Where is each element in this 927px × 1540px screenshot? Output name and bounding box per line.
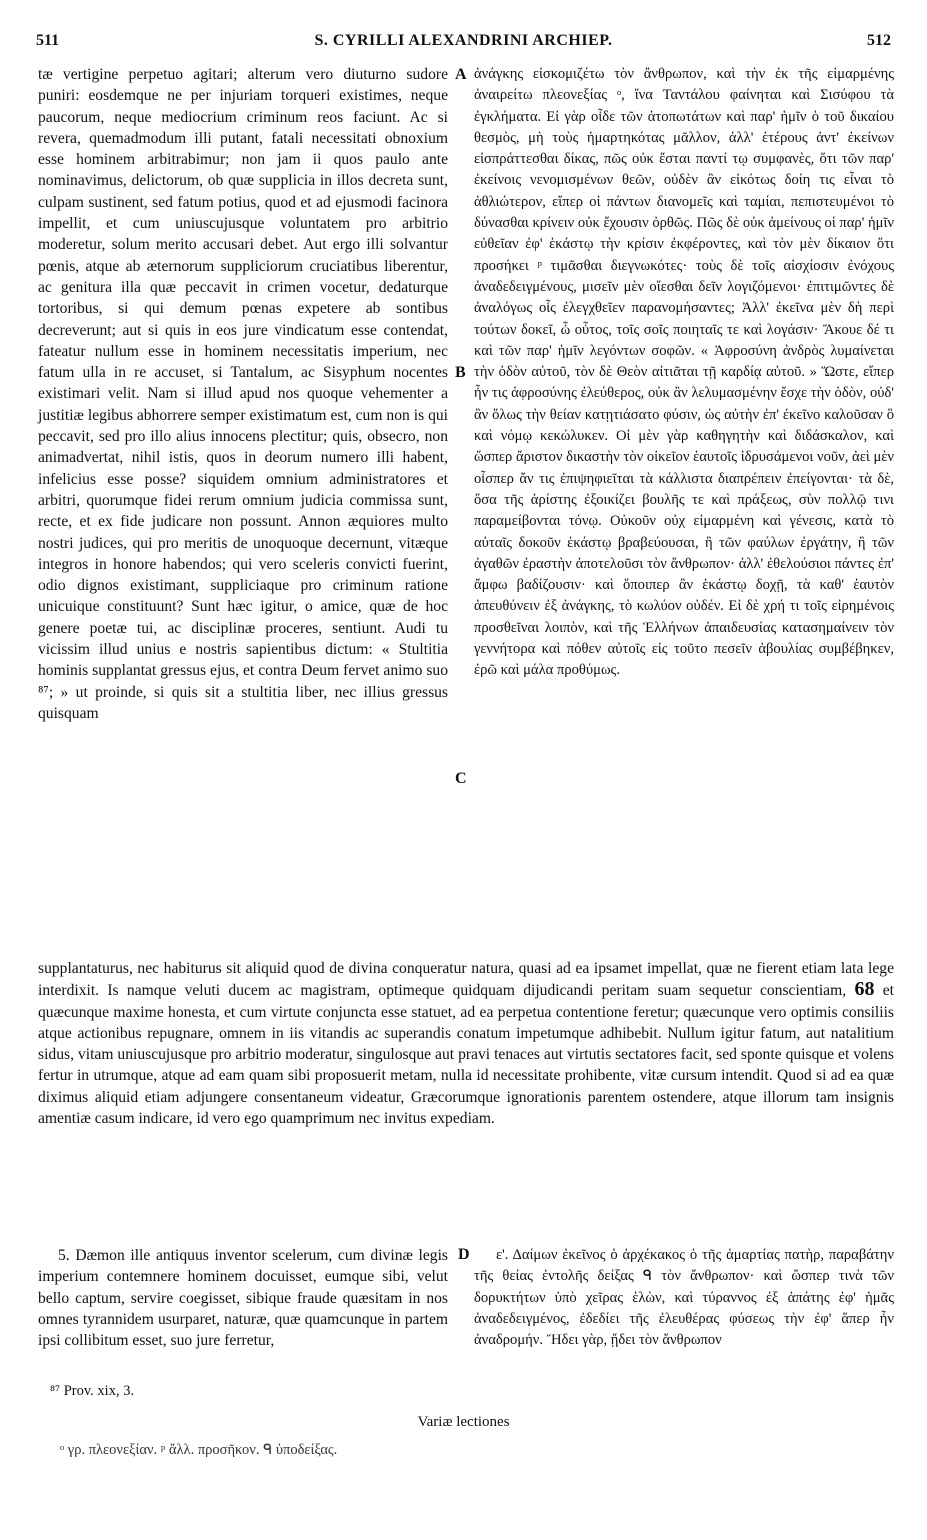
latin-full-text-before: supplantaturus, nec habiturus sit aliquid quod de divina conqueratur natura, quasi ad ea ipsamet impellat, quæ ne fierent etiam lata lege interdixit. Is namque veluti ducem ac magistram, optimeque quidquam dijudicandi peritam suam sequetur conscientiam, (38, 960, 894, 1000)
column-number-marker: 68 (854, 978, 875, 1001)
page-number-left: 511 (36, 32, 60, 49)
margin-marker-c: C (455, 770, 467, 787)
greek-column-bottom (474, 1245, 894, 1351)
variae-lectiones-readings: ᵒ γρ. πλεονεξίαν. ᵖ ἄλλ. προσῆκον. ᑫ ὑποδείξας. (60, 1442, 338, 1458)
latin-full-width-block (38, 958, 894, 1129)
margin-marker-b: B (455, 364, 466, 381)
latin-text-bottom: 5. Dæmon ille antiquus inventor scelerum, cum divinæ legis imperium contemnere hominem docuisset, eumque sibi, velut bello captum, servire coegisset, sibique fraude quæsitam in nos omnes tyrannidem usurparet, naturæ, quæ quamcunque in partem ipsi collibitum esset, suo jure ferretur, (38, 1247, 448, 1350)
variae-lectiones-heading: Variæ lectiones (417, 1414, 510, 1430)
margin-marker-d: D (458, 1246, 470, 1263)
latin-column-top (38, 64, 448, 724)
page-number-right: 512 (867, 32, 891, 49)
running-title: S. CYRILLI ALEXANDRINI ARCHIEP. (314, 32, 613, 49)
latin-full-text-after: et quæcunque maxime honesta, et cum virtute conjuncta esse statuet, ad ea perpetua contentione feretur; quæcunque vero optimis consiliis atque actionibus repugnare, omnem in iis vitandis ac superandis conatum impetumque adhibebit. Nullum igitur fatum, aut natalitium sidus, vitam uniuscujusque pro arbitrio moderatur, singulosque aut pravi tenaces aut virtutis sectatores facit, sed sponte quisque et volens fertur in utrumque, atque ad eam quam sibi proposuerit metam, nulla id necessitate prohibente, vitæ cursum intendit. Quod si ad ea quæ diximus aliquid etiam adjungere consentaneum videatur, Græcorumque ignorationis parentem ostendere, atque illorum tam insignis amentiæ casum indicare, id vero ego quamprimum nec invitus expediam. (38, 982, 895, 1128)
greek-column-top (474, 64, 894, 682)
running-header (36, 32, 891, 56)
margin-marker-a: A (455, 66, 467, 83)
greek-text-top: ἀνάγκης εἰσκομιζέτω τὸν ἄνθρωπον, καὶ τὴν ἐκ τῆς εἱμαρμένης ἀναιρείτω πλεονεξίας ᵒ, ἵνα Ταντάλου φαίνηται καὶ Σισύφου τὰ ἐγκλήματα. Εἰ γὰρ οἶδε τῶν ἀτοπωτάτων καὶ παρ' ἡμῖν ὁ τοῦ δικαίου θεσμὸς, μὴ τοὺς ἡμαρτηκότας μᾶλλον, ἀλλ' ἑτέρους ἀντ' ἐκείνων εἰσπράττεσθαι δίκας, πῶς οὐκ ἔσται παντί τῳ συμφανὲς, ὅτι τῶν παρ' ἐκείνοις νενομισμένων θεῶν, οὐδὲν ἂν εἰκότως δοίη τις εἶναι τὸ ἀθλιώτερον, εἴπερ οἱ πάντων διανομεῖς καὶ ταμίαι, πεπιστευμένοι τὸ δύνασθαι κρίνειν οὐκ ἔχουσιν ὀρθῶς. Πῶς δὲ οὐκ ἀμείνους οἱ παρ' ἡμῖν εὐθεῖαν ἐφ' ἑκάστῳ τὴν κρίσιν ἐκφέροντες, καὶ τὸν μὲν δίκαιον ὅτι προσήκει ᵖ τιμᾶσθαι διεγνωκότες· τοὺς δὲ τοῖς αἰσχίοσιν ἐνόχους ἀναδεδειγμένους, μισεῖν μὲν οἴεσθαι δεῖν λογιζόμενοι· ἐπιτιμῶντες δὲ ἀναλόγως οἷς ἐλεγχθεῖεν παρανομήσαντες; Ἀλλ' ἐκεῖνα μὲν δὴ περὶ τούτων δοκεῖ, ὦ οὗτος, τοῖς σοῖς ποιηταῖς τε καὶ λογάσιν· Ἄκουε δέ τι καὶ τῶν παρ' ἡμῖν λεγόντων σοφῶν. « Ἀφροσύνη ἀνδρὸς λυμαίνεται τὴν ὁδὸν αὐτοῦ, τὸν δὲ Θεὸν αἰτιᾶται τῇ καρδίᾳ αὐτοῦ. » Ὥστε, εἴπερ ἦν τις ἀφροσύνης ἐλεύθερος, οὐκ ἂν λελυμασμένην ἔσχε τὴν ὁδὸν, οὐδ' ἂν ὅλως τὴν θείαν κατῃτιάσατο φύσιν, ὡς αὐτὴν ἐπ' ἐκεῖνο καλοῦσαν ὃ καὶ νόμῳ κεκώλυκεν. Οἱ μὲν γὰρ καθηγητὴν καὶ διδάσκαλον, καὶ ὥσπερ ἄριστον δικαστὴν τὸν οἰκεῖον ἑαυτοῖς ἱδρυσάμενοι νοῦν, ἀεὶ μὲν οἷσπερ ἄν τις ἐπιψηφιεῖται τὰ κάλλιστα διαπρέπειν ἐπείγονται· τὰ δὲ, ὅσα τῆς ἀρίστης ἐξοικίζει βουλῆς τε καὶ πράξεως, σὺν πολλῷ τινι παραμείβονται τόνῳ. Οὐκοῦν οὐχ εἱμαρμένη καὶ γένεσις, κατὰ τὸ αὐταῖς δοκοῦν ἑκάστῳ βραβεύουσαι, ἢ τῶν φαύλων ἐργάτην, ἢ τῶν ἀγαθῶν ἐραστὴν ἀποτελοῦσι τὸν ἄνθρωπον· ἀλλ' ἐθελούσιοι πάντες ἐπ' ἄμφω βαδίζουσιν· καὶ ὅποιπερ ἂν ἑκάστῳ δοχῇ, τὰ καθ' ἑαυτὸν ἀπευθύνειν ἐξ ἀνάγκης, τὸ κωλύον οὐδέν. Εἰ δὲ χρή τι τοῖς εἰρημένοις προσθεῖναι λοιπὸν, καὶ τῆς Ἑλλήνων ἀπαιδευσίας κατασημαίνειν τὸν γεννήτορα καὶ πόθεν αὐτοῖς εἰς τοῦτο πεσεῖν ἀβουλίας συμβέβηκεν, ἐρῶ καὶ μάλα προθύμως. (474, 66, 894, 679)
latin-full-paragraph (38, 958, 894, 1129)
latin-text-top: tæ vertigine perpetuo agitari; alterum vero diuturno sudore puniri: eosdemque ne per injuriam torqueri existimes, neque paucorum, neque mediocrium criminum reos faciunt. Ac si revera, quemadmodum illi putant, fatali necessitati obnoxium esse hominem arbitrabimur; non jam ii quos paulo ante nominavimus, delictorum, ob quæ supplicia in illos decreta sunt, culpam sustinent, sed fatum potius, quod et ad ejusmodi facinora impellit, et cum uniuscujusque voluntatem pro arbitrio moderetur, solum merito accusari debet. Aut ergo illi solvantur pœnis, atque ab æternorum suppliciorum cruciatibus liberentur, ac genitura illa quæ peccavit in crimen vocetur, dedaturque tortoribus, si qui demum pœnas expetere ab sontibus decreverunt; aut si quis in eos jure vindicatum esse contendat, fateatur nullum esse in hominem necessitatis imperium, nec fatum ulla in re accuset, si Tantalum, ac Sisyphum nocentes existimari velit. Nam si illud apud nos quoque vehementer a justitiæ legibus abhorrere semper existimatum est, cum non is qui peccavit, sed pro illo alius innocens plectitur; quis, obsecro, non animadvertat, nihil istis, quos in deorum numero illi habent, infelicius esse posse? siquidem omnium administratores et arbitri, quorumque fidei rerum omnium judicia commissa sunt, recte, et ex fide judicare non possunt. Annon æquiores multo nostri judices, qui pro meritis de unoquoque decernunt, vitæque integros in honore habendos; qui vero sceleris convicti fuerint, odio dignos existimant, suppliciaque pro criminum ratione unicuique constituunt? Sunt hæc igitur, o amice, quæ de hoc genere poetæ tui, ac disciplinæ proceres, sentiunt. Audi tu vicissim illud unius e nostris sapientibus dictum: « Stultitia hominis supplantat gressus ejus, et contra Deum fervet animo suo ⁸⁷; » ut proinde, si quis sit a stultitia liber, nec illius gressus quisquam (38, 66, 448, 722)
latin-column-bottom (38, 1245, 448, 1351)
greek-text-bottom: ε'. Δαίμων ἐκεῖνος ὁ ἀρχέκακος ὁ τῆς ἁμαρτίας πατὴρ, παραβάτην τῆς θείας ἐντολῆς δείξας ᑫ τὸν ἄνθρωπον· καὶ ὥσπερ τινὰ τῶν δορυκτήτων ὑπὸ χεῖρας ἑλὼν, καὶ τύραννος ἐξ ἀπάτης ἐφ' ἡμᾶς ἀναδεδειγμένος, ἐδεδίει τῆς ἐλευθέρας φύσεως τὴν ἐφ' ἅπερ ἦν ἀναδρομήν. Ἤδει γὰρ, ᾔδει τὸν ἄνθρωπον (474, 1247, 894, 1349)
footnote: ⁸⁷ Prov. xix, 3. (50, 1383, 135, 1399)
